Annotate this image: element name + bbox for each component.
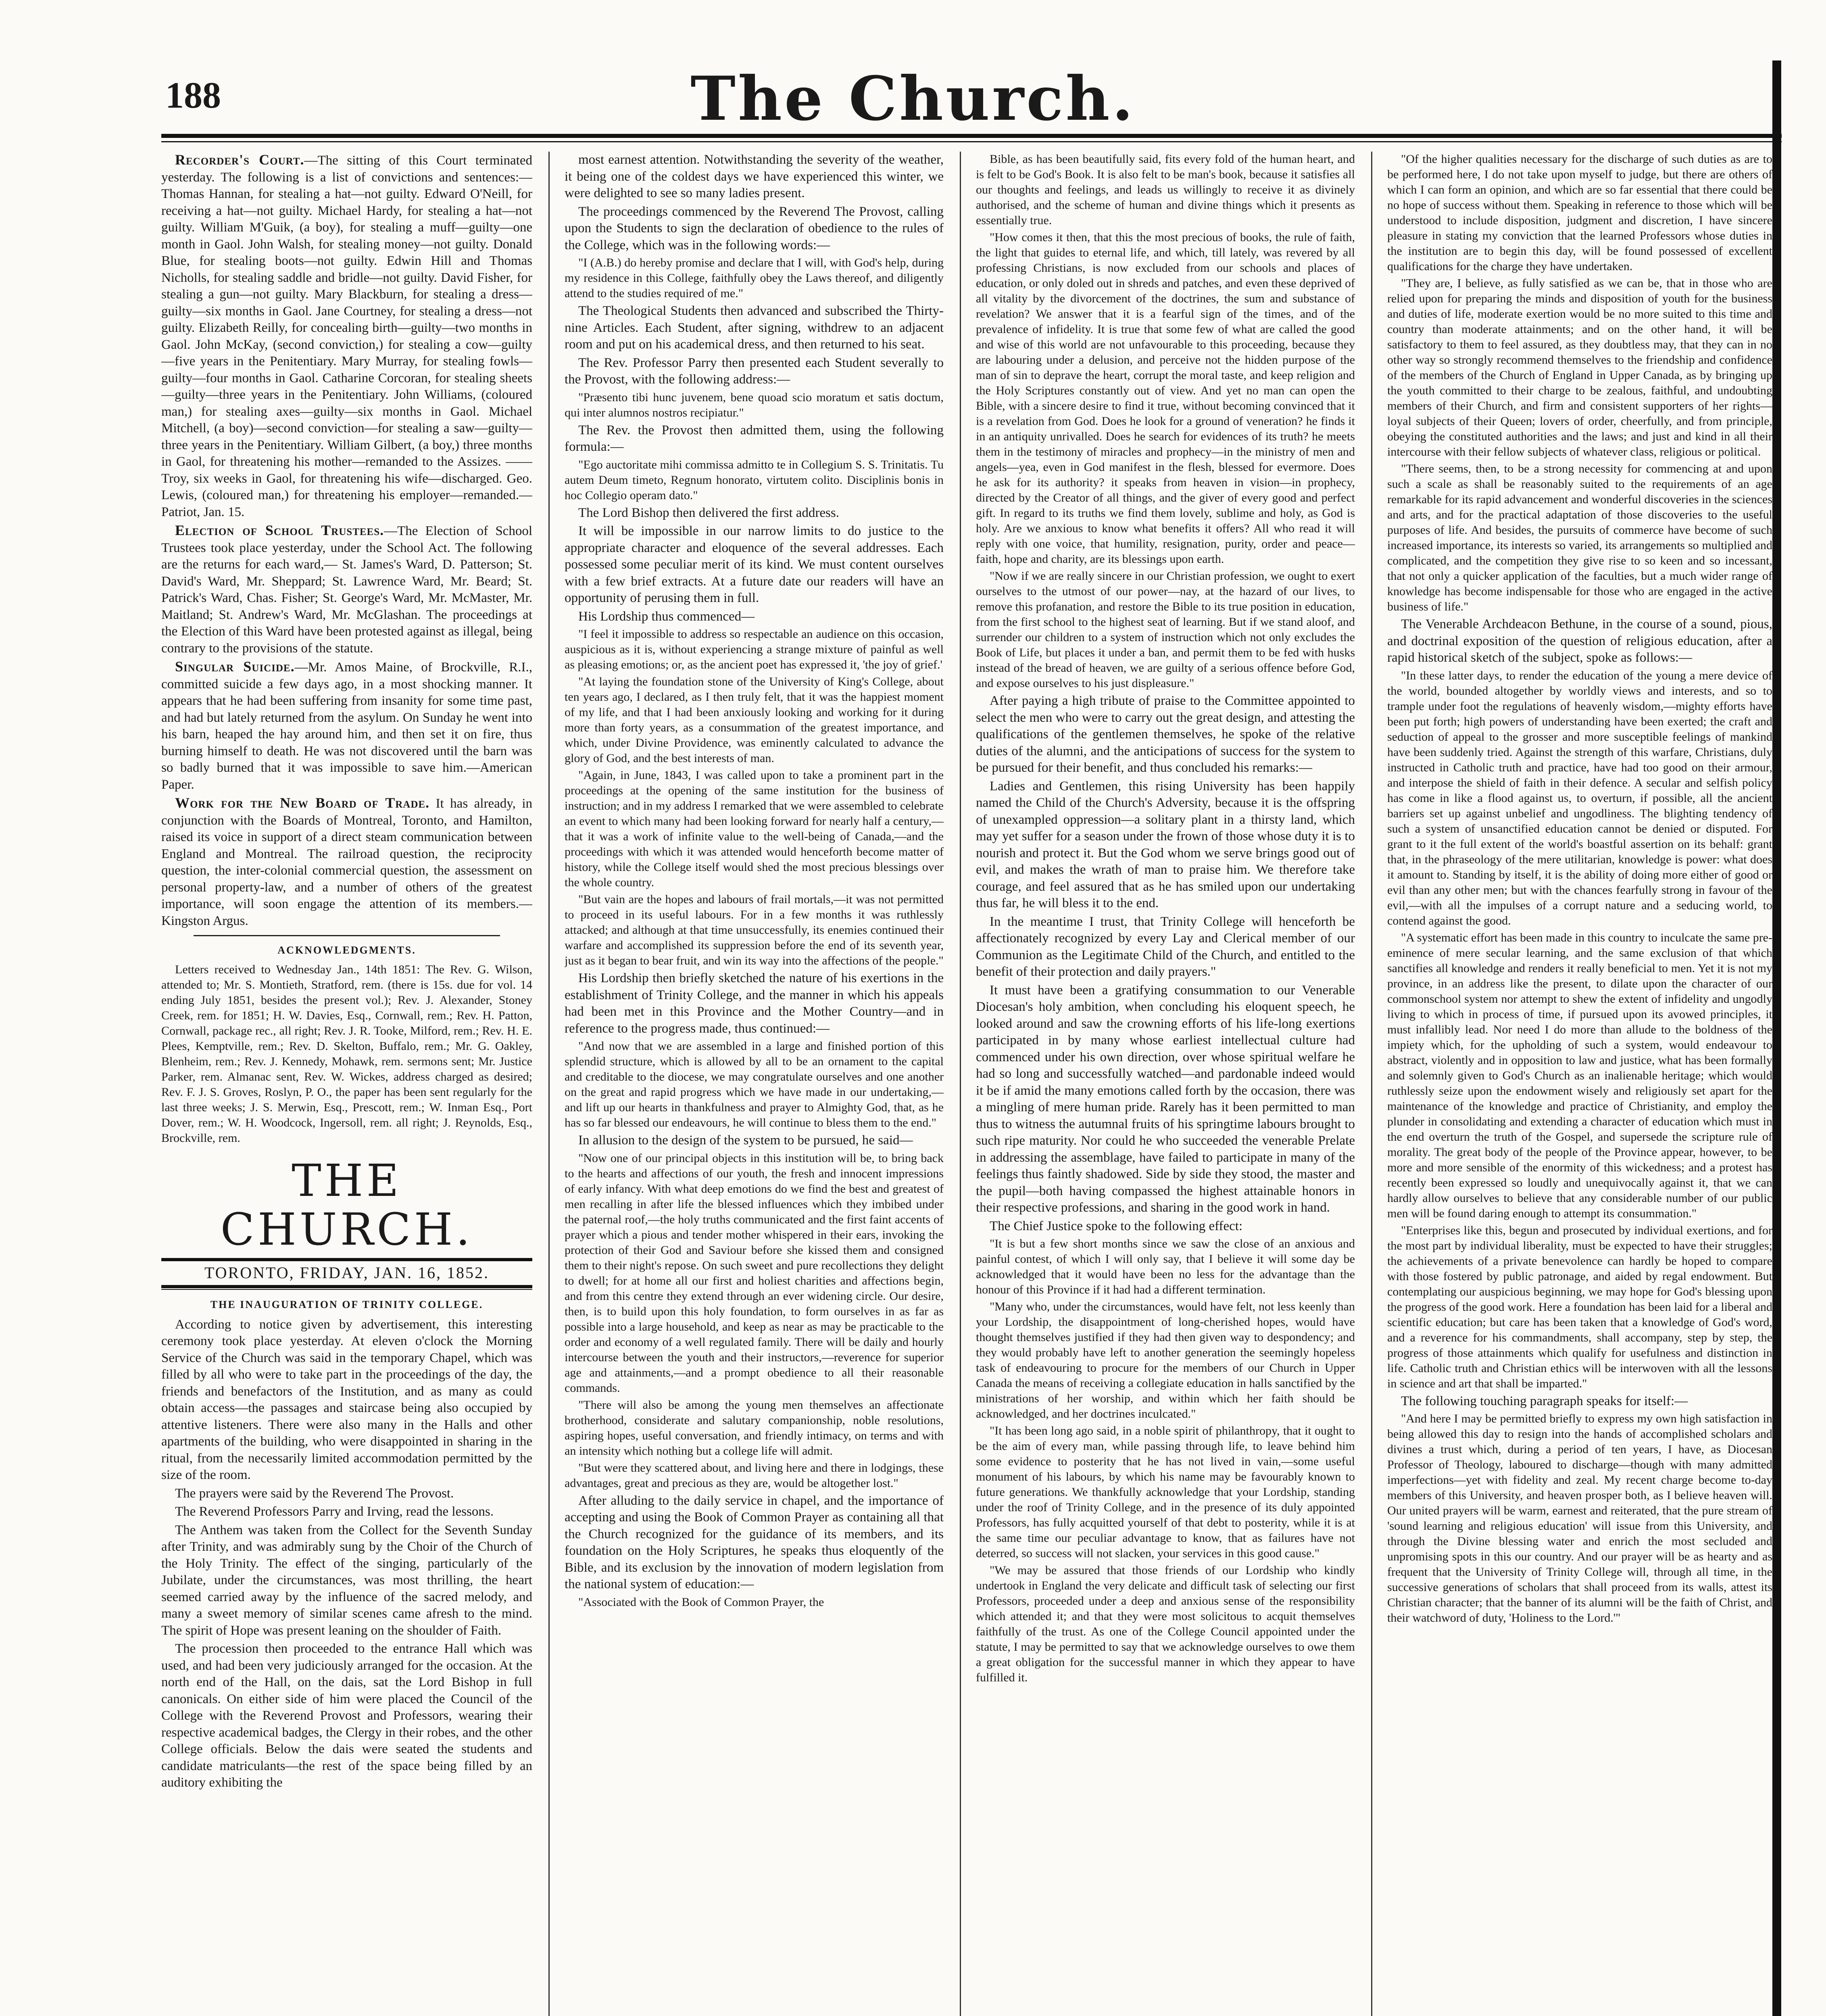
quotation: "But vain are the hopes and labours of frail mortals,—it was not permitted to proceed in its useful labours. For in a few months it was ruthlessly attacked; and although at that time unsuccessfully, its enemies continued their warfare and accomplished its suppression before the end of its seventh year, just as it began to bear fruit, and win its way into the affections of the people." bbox=[565, 893, 944, 967]
quotation: "A systematic effort has been made in this country to inculcate the same pre-eminence of mere secular learning, and the same exclusion of that which sanctifies all knowledge and renders it really beneficial to men. Yet it is not my province, in an address like the present, to dilate upon the character of our commonschool system nor attempt to shew the extent of infidelity and ungodly living to which in process of time, if pursued upon its avowed principles, it must infallibly lead. Nor need I do more than allude to the boldness of the impiety which, for the upholding of such a system, would endeavour to abstract, violently and in opposition to law and justice, what has been formally and solemnly given to God's Church as an inalienable heritage; which would ruthlessly seize upon the endowment wisely and religiously set apart for the maintenance of the knowledge and practice of Christianity, and employ the plunder in consolidating and extending a character of education which must in the end overturn the truth of the Gospel, and supersede the scripture rule of morality. The great body of the people of the Province appear, however, to be more and more sensible of the enormity of this wickedness; and a protest has recently been expressed so loudly and unequivocally against it, that we can hardly allow ourselves to believe that any considerable number of our public men will be found daring enough to attempt its consummation." bbox=[1387, 931, 1772, 1220]
quotation: "There will also be among the young men themselves an affectionate brotherhood, considerate and salutary companionship, noble resolutions, aspiring hopes, useful conversation, and friendly intimacy, on terms and with an intensity which nothing but a college life will admit. bbox=[565, 1398, 944, 1458]
page-number: 188 bbox=[165, 75, 221, 116]
column-4 bbox=[1387, 152, 1772, 2016]
quotation: "Of the higher qualities necessary for the discharge of such duties as are to be performed here, I do not take upon myself to judge, but there are others of which I can form an opinion, and which are so far essential that there could be no hope of success without them. Speaking in reference to those which will be understood to include disposition, judgment and discretion, I have sincere pleasure in stating my conviction that the learned Professors whose duties in the institution are to begin this day, will be found possessed of excellent qualifications for the charge they have undertaken. bbox=[1387, 152, 1772, 273]
quotation: "At laying the foundation stone of the University of King's College, about ten years ago, I declared, as I then truly felt, that it was the happiest moment of my life, and that I had been anxiously looking and working for it during more than forty years, as a consummation of the greatest importance, and which, under Divine Providence, was eminently calculated to advance the glory of God, and the best interests of man. bbox=[565, 675, 944, 765]
newspaper-title: The Church. bbox=[690, 63, 1136, 134]
heading-recorders-court: Recorder's Court. bbox=[175, 152, 304, 168]
quotation: "And now that we are assembled in a large and finished portion of this splendid structure, which is allowed by all to be an ornament to the capital and creditable to the diocese, we may congratulate ourselves and one another on the great and rapid progress which we have made in our undertaking,—and lift up our hearts in thankfulness and prayer to Almighty God, that, as he has so far blessed our endeavours, he will continue to bless them to the end." bbox=[565, 1039, 944, 1129]
paragraph: The Anthem was taken from the Collect for the Seventh Sunday after Trinity, and was admirably sung by the Choir of the Church of the Holy Trinity. The effect of the singing, particularly of the Jubilate, under the circumstances, was most thrilling, the heart seemed carried away by the influence of the sacred melody, and many a sweet memory of similar scenes came afresh to the mind. The spirit of Hope was present leaning on the shoulder of Faith. bbox=[161, 1522, 532, 1638]
heading-acknowledgments: ACKNOWLEDGMENTS. bbox=[277, 944, 416, 956]
column-1 bbox=[161, 152, 532, 2016]
dateline: TORONTO, FRIDAY, JAN. 16, 1852. bbox=[204, 1263, 490, 1282]
quotation: "But were they scattered about, and living here and there in lodgings, these advantages, great and precious as they are, would be altogether lost." bbox=[565, 1461, 944, 1490]
column-2 bbox=[565, 152, 944, 2016]
divider bbox=[194, 935, 500, 936]
paragraph: The Rev. Professor Parry then presented each Student severally to the Provost, with the following address:— bbox=[565, 355, 944, 387]
paragraph: The Lord Bishop then delivered the first address. bbox=[578, 505, 839, 520]
paragraph: Ladies and Gentlemen, this rising University has been happily named the Child of the Church's Adversity, because it is the offspring of unexampled oppression—a solitary plant in a thirsty land, which may yet suffer for a season under the frown of those whose duty it is to nourish and protect it. But the God whom we serve brings good out of evil, and makes the wrath of man to praise him. We therefore take courage, and feel assured that as he has smiled upon our undertaking thus far, he will bless it to the end. bbox=[976, 779, 1355, 910]
quotation: "Præsento tibi hunc juvenem, bene quoad scio moratum et satis doctum, qui inter alumnos nostros recipiatur." bbox=[565, 390, 944, 419]
rule-thick bbox=[161, 1258, 532, 1261]
column-3 bbox=[976, 152, 1355, 2016]
paragraph: It will be impossible in our narrow limits to do justice to the appropriate character and eloquence of the several addresses. Each possessed some peculiar merit of its kind. We must content ourselves with a few brief extracts. At a future date our readers will have an opportunity of perusing them in full. bbox=[565, 524, 944, 605]
heading-inauguration: THE INAUGURATION OF TRINITY COLLEGE. bbox=[210, 1299, 484, 1310]
paragraph: The Theological Students then advanced and subscribed the Thirty-nine Articles. Each Student, after signing, withdrew to an adjacent room and put on his academical dress, and then returned to his seat. bbox=[565, 304, 944, 352]
paragraph: The procession then proceeded to the entrance Hall which was used, and had been very judiciously arranged for the occasion. At the north end of the Hall, on the dais, sat the Lord Bishop in full canonicals. On either side of him were placed the Council of the College with the Reverend Provost and Professors, wearing their respective academical badges, the Clergy in their robes, and the other College officials. Below the dais were seated the students and candidate matriculants—the rest of the space being filled by an auditory exhibiting the bbox=[161, 1641, 532, 1790]
column-rule bbox=[1371, 152, 1372, 2016]
article-school-trustees bbox=[161, 522, 532, 657]
quotation: Bible, as has been beautifully said, fits every fold of the human heart, and is felt to be God's Book. It is also felt to be man's book, because it satisfies all our thoughts and feelings, and leads us willingly to receive it as divinely authorised, and the scheme of human and divine things which it presents as essentially true. bbox=[976, 152, 1355, 227]
quotation: "Now if we are really sincere in our Christian profession, we ought to exert ourselves to the utmost of our power—nay, at the hazard of our lives, to remove this profanation, and restore the Bible to its true position in education, from the first school to the highest seat of learning. But if we stand aloof, and surrender our children to a system of instruction which not only excludes the Book of Life, but places it under a ban, and permit them to be fed with husks instead of the bread of heaven, we are guilty of a serious offence before God, and expose ourselves to his just displeasure." bbox=[976, 569, 1355, 690]
article-text: It has already, in conjunction with the Boards of Montreal, Toronto, and Hamilton, raised its voice in support of a direct steam communication between England and Montreal. The railroad question, the reciprocity question, the inter-colonial commercial question, the assessment on personal property-law, and a number of others of the greatest importance, will soon engage the attention of its members.—Kingston Argus. bbox=[161, 796, 532, 928]
paragraph: According to notice given by advertisement, this interesting ceremony took place yesterday. At eleven o'clock the Morning Service of the Church was said in the temporary Chapel, which was filled by all who were to take part in the proceedings of the day, the friends and benefactors of the Institution, and as many as could obtain access—the passages and staircase being also occupied by attentive listeners. There were also many in the Halls and other apartments of the building, who were disappointed in sharing in the ritual, from the necessarily limited accommodation permitted by the size of the room. bbox=[161, 1317, 532, 1482]
quotation: "I (A.B.) do hereby promise and declare that I will, with God's help, during my residence in this College, faithfully obey the Laws thereof, and diligently attend to the studies required of me." bbox=[565, 256, 944, 300]
paragraph: In allusion to the design of the system to be pursued, he said— bbox=[578, 1133, 913, 1148]
page-edge-bar bbox=[1772, 60, 1781, 2016]
masthead-rule-thick bbox=[161, 134, 1782, 138]
church-title: THE CHURCH. bbox=[220, 1154, 473, 1255]
article-text: —The Election of School Trustees took place yesterday, under the School Act. The following are the returns for each ward,— St. James's Ward, D. Patterson; St. David's Ward, Mr. Sheppard; St. Lawrence Ward, Mr. Beard; St. Patrick's Ward, Chas. Fisher; St. George's Ward, Mr. McMaster, Mr. Maitland; St. Andrew's Ward, Mr. McGlashan. The proceedings at the Election of this Ward have been protested against as illegal, being contrary to the provisions of the statute. bbox=[161, 524, 532, 656]
quotation: "Associated with the Book of Common Prayer, the bbox=[578, 1595, 824, 1609]
quotation: "It is but a few short months since we saw the close of an anxious and painful contest, of which I will only say, that I believe it will some day be acknowledged that it would have been no less for the advantage than the honour of this Province if it had had a different termination. bbox=[976, 1237, 1355, 1296]
paragraph: The following touching paragraph speaks for itself:— bbox=[1401, 1393, 1688, 1408]
article-singular-suicide bbox=[161, 658, 532, 793]
paragraph: The Rev. the Provost then admitted them, using the following formula:— bbox=[565, 423, 944, 454]
quotation: "Now one of our principal objects in this institution will be, to bring back to the hearts and affections of our youth, the fresh and innocent impressions of early infancy. With what deep emotions do we find the best and greatest of men recalling in after life the blessed influences which they imbibed under the paternal roof,—the holy truths communicated and the first faint accents of prayer which a pious and tender mother whispered in their ears, invoking the protection of their God and Saviour before she kissed them and consigned them to their night's repose. On such sweet and pure recollections they delight to dwell; for at home all our first and holiest charities and affections begin, and from this centre they extend through an ever widening circle. Our desire, then, is to build upon this holy foundation, to form ourselves in as far as possible into a large household, and keep as near as may be practicable to the order and economy of a well regulated family. There will be daily and hourly intercourse between the youth and their instructors,—reverence for superior age and attainments,—and a prompt obedience to all their reasonable commands. bbox=[565, 1151, 944, 1395]
rule-thick bbox=[161, 1285, 532, 1288]
acknowledgments-text: Letters received to Wednesday Jan., 14th 1851: The Rev. G. Wilson, attended to; Mr. S. Montieth, Stratford, rem. (there is 15s. due for vol. 14 ending July 1851, besides the present vol.); Rev. J. Alexander, Stoney Creek, rem. for 1851; H. W. Davies, Esq., Cornwall, rem.; Rev. H. Patton, Cornwall, package rec., all right; Rev. J. R. Tooke, Milford, rem.; Rev. H. E. Plees, Kemptville, rem.; Rev. D. Skelton, Buffalo, rem.; Mr. G. Oakley, Blenheim, rem.; Rev. J. Kennedy, Mohawk, rem. sermons sent; Mr. Justice Parker, rem. Almanac sent, Rev. W. Wickes, address charged as desired; Rev. F. J. S. Groves, Roslyn, P. O., the paper has been sent regularly for the last three weeks; J. S. Merwin, Esq., Prescott, rem.; W. Inman Esq., Port Dover, rem.; W. H. Woodcock, Ingersoll, rem. all right; J. Reynolds, Esq., Brockville, rem. bbox=[161, 962, 532, 1145]
quotation: "How comes it then, that this the most precious of books, the rule of faith, the light that guides to eternal life, and which, till lately, was revered by all professing Christians, is now excluded from our schools and places of education, or only doled out in shreds and patches, and even these deprived of all vitality by the divorcement of the doctrines, the sum and substance of revelation? We answer that it is a fearful sign of the times, and of the prevalence of infidelity. It is true that some few of what are called the good and wise of this world are not unfavourable to this proceeding, because they are labouring under a delusion, and perceive not the hidden purpose of the man of sin to deprave the heart, corrupt the moral taste, and keep religion and the Holy Scriptures constantly out of view. And yet no man can open the Bible, with a sincere desire to find it true, without becoming convinced that it is a revelation from God. Does he look for a ground of veneration? he finds it in an antiquity unrivalled. Does he search for evidences of its truth? he meets them in the testimony of miracles and prophecy—in the ministry of men and angels—yea, even in God manifest in the flesh, blessed for evermore. Does he ask for its authority? it speaks from heaven in vision—in prophecy, directed by the Creator of all things, and the giver of every good and perfect gift. In regard to its truths we find them lovely, sublime and holy, as God is holy. Are we anxious to know what benefits it offers? All who read it will reply with one voice, that humility, resignation, purity, order and peace—faith, hope and charity, are its blessings upon earth. bbox=[976, 231, 1355, 566]
paragraph: His Lordship then briefly sketched the nature of his exertions in the establishment of Trinity College, and the manner in which his appeals had been met in this Province and the Mother Country—and in reference to the progress made, thus continued:— bbox=[565, 971, 944, 1036]
quotation: "It has been long ago said, in a noble spirit of philanthropy, that it ought to be the aim of every man, while passing through life, to leave behind him some evidence to posterity that he has not lived in vain,—some useful monument of his labours, by which his name may be favourably known to future generations. We thankfully acknowledge that your Lordship, standing under the roof of Trinity College, and in the presence of its duly appointed Professors, has fully acquitted yourself of that debt to posterity, while it is at the same time our peculiar advantage to know, that as failures have not deterred, so success will not slacken, your services in this good cause." bbox=[976, 1424, 1355, 1560]
paragraph: It must have been a gratifying consummation to our Venerable Diocesan's holy ambition, when concluding his eloquent speech, he looked around and saw the crowning efforts of his life-long exertions participated in by many whose earliest intellectual culture had commenced under his own direction, over whose spiritual welfare he had so long and successfully watched—and pardonable indeed would it be if amid the many emotions called forth by the occasion, there was a mingling of mere human pride. Rarely has it been permitted to man thus to witness the autumnal fruits of his springtime labours brought to such ripe maturity. Nor could he who succeeded the venerable Prelate in addressing the assemblage, have failed to participate in many of the feelings thus faintly shadowed. Side by side they stood, the master and the pupil—both having compassed the highest attainable honors in their respective professions, and sharing in the good work in hand. bbox=[976, 983, 1355, 1215]
paragraph: In the meantime I trust, that Trinity College will henceforth be affectionately recognized by every Lay and Clerical member of our Communion as the Legitimate Child of the Church, and entitled to the benefit of their protection and daily prayers." bbox=[976, 914, 1355, 979]
masthead bbox=[0, 0, 1826, 145]
quotation: "Many who, under the circumstances, would have felt, not less keenly than your Lordship, the disappointment of long-cherished hopes, would have thought themselves justified if they had then given way to despondency; and they would probably have left to another generation the seemingly hopeless task of endeavouring to procure for the members of our Church in Upper Canada the means of receiving a collegiate education in halls sanctified by the ministrations of her worship, and within which her faith should be acknowledged, and her doctrines inculcated." bbox=[976, 1300, 1355, 1420]
quotation: "There seems, then, to be a strong necessity for commencing at and upon such a scale as shall be reasonably suited to the requirements of an age remarkable for its rapid advancement and wonderful discoveries in the sciences and arts, and for the practical adaptation of those discoveries to the useful purposes of life. And besides, the pursuits of commerce have become of such increased importance, its interests so varied, its arrangements so multiplied and complicated, and the competition they give rise to so keen and so incessant, that not only a quicker application of the faculties, but a much wider range of knowledge has become indispensable for those who are engaged in the active business of life." bbox=[1387, 462, 1772, 613]
article-text: —Mr. Amos Maine, of Brockville, R.I., committed suicide a few days ago, in a most shocking manner. It appears that he had been suffering from insanity for some time past, and had but lately returned from the asylum. On Sunday he went into his barn, heaped the hay around him, and then set it on fire, thus burning himself to death. He was not discovered until the barn was so badly burned that it was impossible to save him.—American Paper. bbox=[161, 660, 532, 792]
heading-school-trustees: Election of School Trustees. bbox=[175, 522, 384, 538]
paragraph: The Chief Justice spoke to the following effect: bbox=[990, 1218, 1243, 1233]
quotation: "Enterprises like this, begun and prosecuted by individual exertions, and for the most part by individual liberality, must be expected to have their struggles; the achievements of a private benevolence can hardly be hoped to compare with those fostered by public patronage, and aided by regal endowment. But contemplating our auspicious beginning, we may hope for God's blessing upon the progress of the good work. Here a foundation has been laid for a liberal and scientific education; but care has been taken that a knowledge of God's word, and a reverence for his commandments, shall accompany, step by step, the progress of those attainments which qualify for usefulness and distinction in life. Catholic truth and Christian ethics will be interwoven with all the lessons in science and art that shall be imparted." bbox=[1387, 1223, 1772, 1390]
quotation: "Again, in June, 1843, I was called upon to take a prominent part in the proceedings at the opening of the same institution for the business of instruction; and in my address I remarked that we were assembled to celebrate an event to which many had been looking forward for nearly half a century,—that it was a work of infinite value to the well-being of Canada,—and the proceedings with which it was attended would henceforth become matter of history, while the College itself would shed the most precious blessings over the whole country. bbox=[565, 768, 944, 889]
quotation: "They are, I believe, as fully satisfied as we can be, that in those who are relied upon for preparing the minds and disposition of youth for the business and duties of life, moderate exertion would be no more suited to this time and country than moderate attainments; and on the other hand, it will be satisfactory to them to feel assured, as they doubtless may, that they can in no other way so strongly recommend themselves to the friendship and confidence of the members of the Church of England in Upper Canada, as by bringing up the youth committed to their charge to be zealous, faithful, and undoubting members of their Church, and firm and consistent supporters of her rights—loyal subjects of their Queen; lovers of order, cheerfully, and from principle, obeying the constituted authorities and the laws; and just and kind in all their intercourse with their fellow subjects of whatever class, religious or political. bbox=[1387, 277, 1772, 458]
column-rule bbox=[960, 152, 961, 2016]
quotation: "I feel it impossible to address so respectable an audience on this occasion, auspicious as it is, without experiencing a strange mixture of painful as well as pleasing emotions; or, as the ancient poet has expressed it, 'the joy of grief.' bbox=[565, 627, 944, 671]
heading-board-of-trade: Work for the New Board of Trade. bbox=[175, 795, 430, 811]
quotation: "Ego auctoritate mihi commissa admitto te in Collegium S. S. Trinitatis. Tu autem Deum timeto, Regnum honorato, virtutem colito. Disciplinis bonis in hoc Collegio operam dato." bbox=[565, 458, 944, 502]
paragraph: most earnest attention. Notwithstanding the severity of the weather, it being one of the coldest days we have experienced this winter, we were delighted to see so many ladies present. bbox=[565, 152, 944, 200]
quotation: "We may be assured that those friends of our Lordship who kindly undertook in England the very delicate and difficult task of selecting our first Professors, proceeded under a deep and anxious sense of the responsibility which attended it; and that they were most solicitous to acquit themselves faithfully of the trust. As one of the College Council appointed under the statute, I may be permitted to say that we acknowledge ourselves to owe them a great obligation for the successful manner in which they appear to have fulfilled it. bbox=[976, 1564, 1355, 1684]
quotation: "In these latter days, to render the education of the young a mere device of the world, bounded altogether by worldly views and interests, and so to trample under foot the regulations of heavenly wisdom,—mighty efforts have been put forth; high powers of understanding have been exerted; the craft and seduction of appeal to the grosser and more susceptible feelings of mankind have been suddenly tried. Against the strength of this warfare, Christians, duly instructed in Catholic truth and practice, have had too good on their armour, and interpose the shield of faith in their defence. A secular and selfish policy has come in like a flood against us, to overturn, if possible, all the ancient barriers set up against unbelief and ungodliness. The blighting tendency of such a system of unsanctified education cannot be denied or disputed. For grant to it the full extent of the world's boastful assertion on its behalf: grant that, in the phraseology of the mere utilitarian, knowledge is power: what does it amount to. Standing by itself, it is the ability of doing more either of good or evil than any other men; but with the chances fearfully strong in favour of the evil,—with all the impulses of a corrupt nature and a seducing world, to contend against the good. bbox=[1387, 669, 1772, 927]
quotation: "And here I may be permitted briefly to express my own high satisfaction in being allowed this day to resign into the hands of accomplished scholars and divines a trust which, during a period of ten years, I have, as Diocesan Professor of Theology, laboured to discharge—though with many admitted imperfections—yet with fidelity and zeal. My recent charge become to-day members of this University, and heaven prosper both, as I believe heaven will. Our united prayers will be warm, earnest and reiterated, that the pure stream of 'sound learning and religious education' will issue from this University, and through the Divine blessing water and enrich the most secluded and unpromising spots in this our country. And our prayer will be as hearty and as frequent that the University of Trinity College will, through all time, in the successive generations of scholars that shall proceed from its walls, attest its Christian character; that the banner of its alumni will be the faith of Christ, and their watchword of duty, 'Holiness to the Lord.'" bbox=[1387, 1412, 1772, 1624]
paragraph: His Lordship thus commenced— bbox=[578, 609, 755, 624]
paragraph: The Venerable Archdeacon Bethune, in the course of a sound, pious, and doctrinal exposition of the question of religious education, after a rapid historical sketch of the subject, spoke as follows:— bbox=[1387, 617, 1772, 665]
heading-singular-suicide: Singular Suicide. bbox=[175, 658, 295, 675]
article-board-of-trade bbox=[161, 795, 532, 929]
paragraph: After alluding to the daily service in chapel, and the importance of accepting and using the Book of Common Prayer as containing all that the Church recognized for the guidance of its members, and its foundation on the Holy Scriptures, he speaks thus eloquently of the Bible, and its exclusion by the innovation of modern legislation from the national system of education:— bbox=[565, 1493, 944, 1591]
article-text: —The sitting of this Court terminated yesterday. The following is a list of convictions and sentences:— Thomas Hannan, for stealing a hat—not guilty. Edward O'Neill, for receiving a hat—not guilty. Michael Hardy, for stealing a hat—not guilty. William M'Guik, (a boy), for stealing a muff—guilty—one month in Gaol. John Walsh, for stealing money—not guilty. Donald Blue, for stealing boots—not guilty. Edwin Hill and Thomas Nicholls, for stealing saddle and bridle—not guilty. David Fisher, for stealing a gun—not guilty. Mary Blackburn, for stealing a dress—guilty—six months in Gaol. Jane Courtney, for stealing a dress—not guilty. Elizabeth Reilly, for concealing birth—guilty—two months in Gaol. John McKay, (second conviction,) for stealing a cow—guilty—five years in the Penitentiary. Mary Murray, for stealing fowls—guilty—four months in Gaol. Catharine Corcoran, for stealing sheets—guilty—three years in the Penitentiary. John Williams, (coloured man,) for stealing axes—guilty—six months in Gaol. Michael Mitchell, (a boy)—second conviction—for stealing a saw—guilty—three years in the Penitentiary. William Gilbert, (a boy,) three months in Gaol, for threatening his mother—remanded to the Assizes. —— Troy, six weeks in Gaol, for threatening his wife—discharged. Geo. Lewis, (coloured man,) for threatening his employer—remanded.—Patriot, Jan. 15. bbox=[161, 153, 532, 519]
paragraph: After paying a high tribute of praise to the Committee appointed to select the men who were to carry out the great design, and attesting the qualifications of the gentlemen themselves, he spoke of the relative duties of the alumni, and the anticipations of success for the system to be pursued for their benefit, and thus concluded his remarks:— bbox=[976, 694, 1355, 775]
masthead-rule-thin bbox=[161, 141, 1782, 142]
paragraph: The proceedings commenced by the Reverend The Provost, calling upon the Students to sign the declaration of obedience to the rules of the College, which was in the following words:— bbox=[565, 204, 944, 252]
editorial-masthead bbox=[161, 1156, 532, 1290]
paragraph: The Reverend Professors Parry and Irving, read the lessons. bbox=[175, 1504, 494, 1519]
article-recorders-court bbox=[161, 152, 532, 521]
rule-thin bbox=[161, 1289, 532, 1290]
columns bbox=[161, 152, 1772, 2016]
column-rule bbox=[548, 152, 550, 2016]
paragraph: The prayers were said by the Reverend The Provost. bbox=[175, 1486, 454, 1501]
